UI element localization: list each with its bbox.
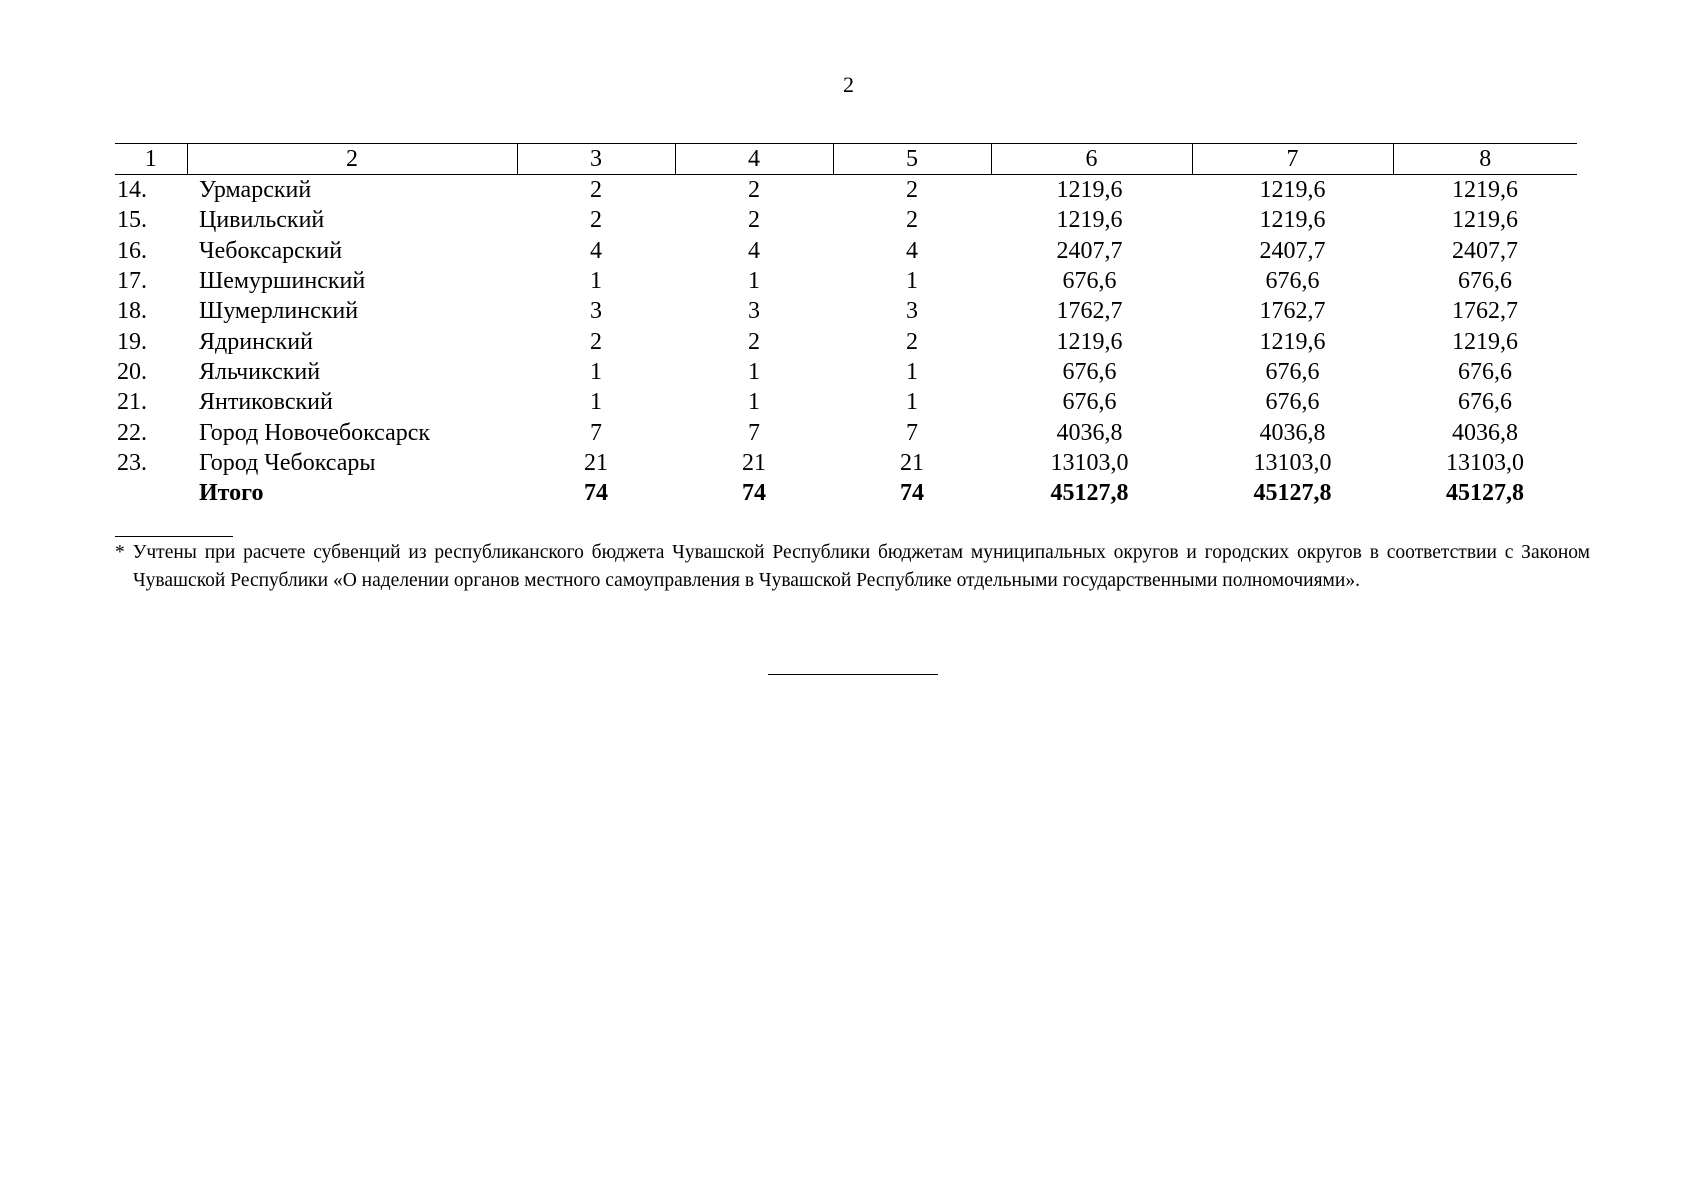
district-name-cell: Город Чебоксары <box>199 449 376 476</box>
col8-cell: 1762,7 <box>1452 298 1518 325</box>
header-row <box>115 144 1577 175</box>
end-of-document-line <box>768 674 938 675</box>
table-row <box>115 205 1577 235</box>
table-row <box>115 296 1577 326</box>
header-cell: 2 <box>187 144 517 175</box>
col3-cell: 2 <box>590 207 602 234</box>
district-name-cell: Итого <box>199 480 264 507</box>
row-number-cell: 14. <box>117 177 147 204</box>
col7-cell: 1219,6 <box>1259 328 1326 355</box>
district-name-cell: Шумерлинский <box>199 298 359 325</box>
col3-cell: 74 <box>584 480 608 507</box>
footnote-divider <box>115 536 233 537</box>
col6-cell: 13103,0 <box>1050 449 1129 476</box>
header-cell: 6 <box>991 144 1192 175</box>
row-number-cell: 19. <box>117 328 147 355</box>
col4-cell: 74 <box>742 480 766 507</box>
col8-cell: 2407,7 <box>1452 237 1518 264</box>
col6-cell: 1762,7 <box>1056 298 1123 325</box>
header-cell: 1 <box>115 144 187 175</box>
col5-cell: 1 <box>906 358 918 385</box>
col6-cell: 45127,8 <box>1050 480 1129 507</box>
col8-cell: 676,6 <box>1458 358 1512 385</box>
col4-cell: 4 <box>748 237 760 264</box>
col6-cell: 676,6 <box>1062 389 1117 416</box>
col7-cell: 676,6 <box>1265 358 1320 385</box>
table-body <box>115 175 1577 509</box>
col7-cell: 1762,7 <box>1259 298 1326 325</box>
col6-cell: 2407,7 <box>1056 237 1123 264</box>
col3-cell: 2 <box>590 328 602 355</box>
col6-cell: 4036,8 <box>1056 419 1123 446</box>
row-number-cell: 18. <box>117 298 147 325</box>
col5-cell: 2 <box>906 177 918 204</box>
col7-cell: 2407,7 <box>1259 237 1326 264</box>
col8-cell: 1219,6 <box>1452 207 1518 234</box>
header-cell: 4 <box>675 144 833 175</box>
col5-cell: 3 <box>906 298 918 325</box>
col7-cell: 45127,8 <box>1253 480 1332 507</box>
col3-cell: 1 <box>590 358 602 385</box>
col4-cell: 7 <box>748 419 760 446</box>
district-name-cell: Урмарский <box>199 177 312 204</box>
subvention-table <box>115 143 1577 508</box>
district-name-cell: Чебоксарский <box>199 237 343 264</box>
table-row <box>115 175 1577 206</box>
row-number-cell: 17. <box>117 268 147 295</box>
col5-cell: 1 <box>906 268 918 295</box>
col8-cell: 676,6 <box>1458 389 1512 416</box>
col3-cell: 3 <box>590 298 602 325</box>
col8-cell: 13103,0 <box>1446 449 1524 476</box>
col7-cell: 676,6 <box>1265 268 1320 295</box>
row-number-cell: 20. <box>117 358 147 385</box>
header-cell: 8 <box>1393 144 1577 175</box>
col4-cell: 2 <box>748 177 760 204</box>
table-row <box>115 448 1577 478</box>
table-row <box>115 417 1577 447</box>
row-number-cell: 15. <box>117 207 147 234</box>
page-number: 2 <box>843 72 854 97</box>
col8-cell: 45127,8 <box>1446 480 1524 507</box>
col4-cell: 3 <box>748 298 760 325</box>
col5-cell: 7 <box>906 419 918 446</box>
row-number-cell <box>115 478 187 508</box>
col3-cell: 1 <box>590 389 602 416</box>
col6-cell: 1219,6 <box>1056 177 1123 204</box>
district-name-cell: Ядринский <box>199 328 313 355</box>
col7-cell: 1219,6 <box>1259 177 1326 204</box>
table-header <box>115 144 1577 175</box>
col3-cell: 7 <box>590 419 602 446</box>
footnote: * Учтены при расчете субвенций из республиканского бюджета Чувашской Республики бюджетам муниципальных округов и городских округов в соответствии с Законом Чувашской Республики «О наделении органов местного самоуправления в Чувашской Республике отдельными государственными полномочиями». <box>115 542 1590 591</box>
col6-cell: 1219,6 <box>1056 328 1123 355</box>
header-cell: 7 <box>1192 144 1393 175</box>
col4-cell: 21 <box>742 449 766 476</box>
row-number-cell: 16. <box>117 237 147 264</box>
col5-cell: 21 <box>900 449 924 476</box>
col4-cell: 1 <box>748 389 760 416</box>
col8-cell: 1219,6 <box>1452 328 1518 355</box>
col8-cell: 4036,8 <box>1452 419 1518 446</box>
row-number-cell: 23. <box>117 449 147 476</box>
col4-cell: 2 <box>748 328 760 355</box>
district-name-cell: Яльчикский <box>199 358 321 385</box>
district-name-cell: Город Новочебоксарск <box>199 419 431 446</box>
col3-cell: 4 <box>590 237 602 264</box>
col7-cell: 1219,6 <box>1259 207 1326 234</box>
table-row <box>115 326 1577 356</box>
col7-cell: 13103,0 <box>1253 449 1332 476</box>
col8-cell: 676,6 <box>1458 268 1512 295</box>
header-cell: 5 <box>833 144 991 175</box>
row-number-cell: 22. <box>117 419 147 446</box>
col6-cell: 676,6 <box>1062 358 1117 385</box>
col3-cell: 21 <box>584 449 608 476</box>
district-name-cell: Цивильский <box>199 207 325 234</box>
col4-cell: 1 <box>748 358 760 385</box>
table-row <box>115 357 1577 387</box>
col5-cell: 1 <box>906 389 918 416</box>
col8-cell: 1219,6 <box>1452 177 1518 204</box>
col5-cell: 4 <box>906 237 918 264</box>
col5-cell: 2 <box>906 207 918 234</box>
col4-cell: 2 <box>748 207 760 234</box>
row-number-cell: 21. <box>117 389 147 416</box>
col5-cell: 74 <box>900 480 924 507</box>
col3-cell: 1 <box>590 268 602 295</box>
table-row <box>115 266 1577 296</box>
total-row <box>115 478 1577 508</box>
table-row <box>115 236 1577 266</box>
col6-cell: 1219,6 <box>1056 207 1123 234</box>
district-name-cell: Шемуршинский <box>199 268 366 295</box>
header-cell: 3 <box>517 144 675 175</box>
col6-cell: 676,6 <box>1062 268 1117 295</box>
district-name-cell: Янтиковский <box>199 389 333 416</box>
col7-cell: 676,6 <box>1265 389 1320 416</box>
table-row <box>115 387 1577 417</box>
col7-cell: 4036,8 <box>1259 419 1326 446</box>
col3-cell: 2 <box>590 177 602 204</box>
col5-cell: 2 <box>906 328 918 355</box>
col4-cell: 1 <box>748 268 760 295</box>
